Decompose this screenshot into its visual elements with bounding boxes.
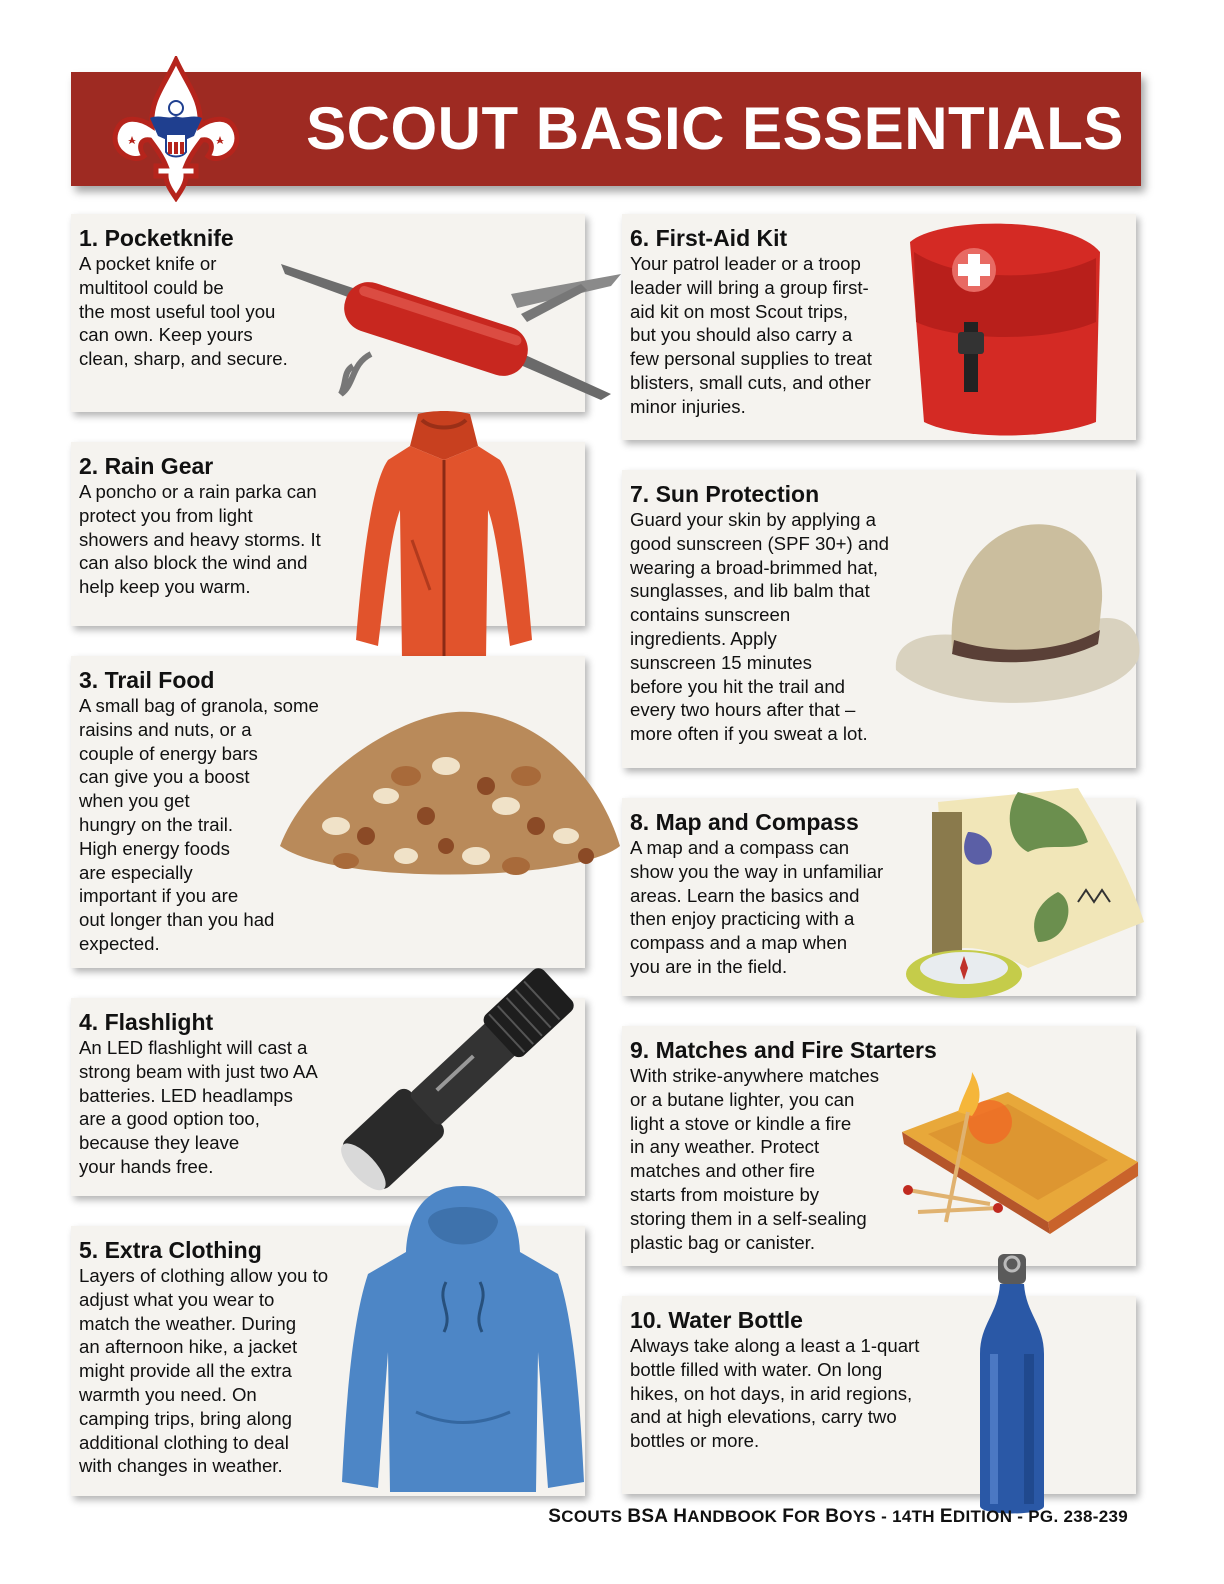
essential-description: A pocket knife or multitool could be the most useful tool you can own. Keep yours clean, sharp, and secure.: [79, 253, 288, 370]
footer-text: ANDBOOK: [687, 1507, 783, 1526]
matches-icon: [898, 1072, 1142, 1236]
first-aid-kit-icon: [900, 212, 1106, 440]
water-bottle-icon: [970, 1254, 1054, 1522]
essential-description: A map and a compass can show you the way in unfamiliar areas. Learn the basics and then enjoy practicing with a compass and a map when you are in the field.: [630, 837, 884, 977]
footer-text: OYS - 14: [839, 1507, 912, 1526]
footer-text: F: [782, 1506, 795, 1527]
footer-citation: [548, 1506, 1128, 1528]
footer-text: B: [825, 1506, 840, 1527]
essential-description: A small bag of granola, some raisins and nuts, or a couple of energy bars can give you a boost when you get hungry on the trail. High energy foods are especially important if you are out longer than you had expected.: [79, 695, 319, 954]
hat-icon: [892, 520, 1144, 710]
page-title: SCOUT BASIC ESSENTIALS: [306, 95, 1124, 162]
essential-card-sun-protection: [622, 470, 1136, 768]
essential-description: A poncho or a rain parka can protect you from light showers and heavy storms. It can also block the wind and help keep you warm.: [79, 481, 321, 598]
essential-title: 8. Map and Compass: [630, 809, 859, 835]
essential-title: 1. Pocketknife: [79, 225, 234, 251]
pocketknife-icon: [281, 254, 621, 414]
essential-title: 6. First-Aid Kit: [630, 225, 788, 251]
essential-title: 4. Flashlight: [79, 1009, 214, 1035]
rain-jacket-icon: [352, 410, 536, 666]
trail-mix-icon: [276, 706, 624, 892]
essential-description: Layers of clothing allow you to adjust what you wear to match the weather. During an afternoon hike, a jacket might provide all the extra warmth you need. On camping trips, bring along additional clothing to deal with changes in weather.: [79, 1265, 329, 1477]
essential-title: 10. Water Bottle: [630, 1307, 803, 1333]
footer-text: E: [939, 1506, 953, 1527]
essential-description: Your patrol leader or a troop leader will bring a group first- aid kit on most Scout trips, but you should also carry a few personal supplies to treat blisters, small cuts, and other minor injuries.: [630, 253, 872, 417]
essential-description: An LED flashlight will cast a strong beam with just two AA batteries. LED headlamps are a good option too, because they leave your hands free.: [79, 1037, 318, 1177]
essential-description: With strike-anywhere matches or a butane lighter, you can light a stove or kindle a fire in any weather. Protect matches and other fire starts from moisture by storing them in a self-sealing plastic bag or canister.: [630, 1065, 880, 1253]
essential-card-pocketknife: [71, 214, 585, 412]
map-compass-icon: [908, 782, 1148, 1004]
essential-title: 7. Sun Protection: [630, 481, 820, 507]
footer-text: PG. 238-239: [1028, 1507, 1128, 1526]
essential-card-water-bottle: [622, 1296, 1136, 1494]
footer-text: S: [548, 1506, 562, 1527]
fleur-de-lis-logo-icon: [110, 56, 242, 202]
hoodie-icon: [338, 1182, 588, 1494]
essential-title: 5. Extra Clothing: [79, 1237, 262, 1263]
essential-title: 9. Matches and Fire Starters: [630, 1037, 937, 1063]
footer-text: BSA H: [627, 1506, 688, 1527]
essential-title: 2. Rain Gear: [79, 453, 214, 479]
essential-description: Guard your skin by applying a good sunscreen (SPF 30+) and wearing a broad-brimmed hat, sunglasses, and lib balm that contains sunscreen ingredients. Apply sunscreen 15 minutes before you hit the trail and every two hours after that – more often if you sweat a lot.: [630, 509, 889, 745]
footer-text: TH: [911, 1507, 940, 1526]
footer-text: COUTS: [561, 1507, 628, 1526]
essential-title: 3. Trail Food: [79, 667, 215, 693]
essential-description: Always take along a least a 1-quart bottle filled with water. On long hikes, on hot days, in arid regions, and at high elevations, carry two bottles or more.: [630, 1335, 920, 1452]
footer-text: OR: [794, 1507, 826, 1526]
flashlight-icon: [312, 944, 608, 1204]
footer-text: DITION -: [952, 1507, 1029, 1526]
